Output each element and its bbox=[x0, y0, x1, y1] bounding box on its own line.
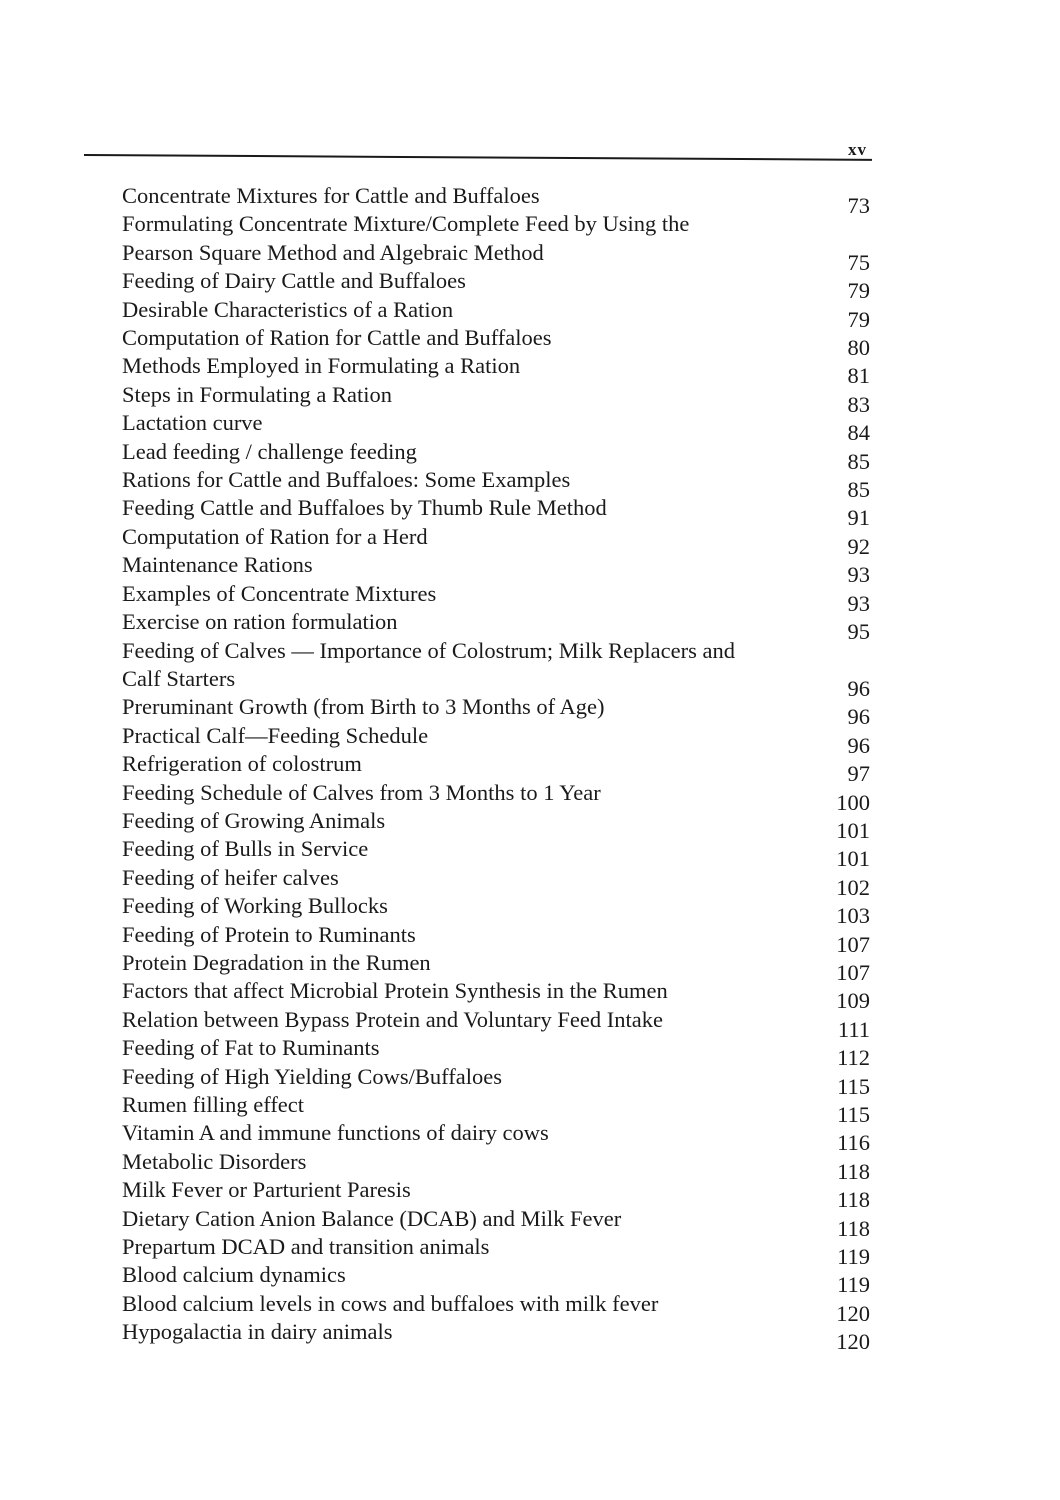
toc-entry-title: Rations for Cattle and Buffaloes: Some Examples bbox=[122, 467, 571, 493]
toc-entry bbox=[122, 750, 872, 787]
toc-entry bbox=[122, 1063, 872, 1099]
toc-entry bbox=[122, 1034, 872, 1071]
toc-entry bbox=[122, 267, 872, 304]
toc-entry-page: 83 bbox=[847, 391, 870, 417]
table-of-contents bbox=[122, 182, 872, 1355]
toc-entry-title: Metabolic Disorders bbox=[122, 1148, 307, 1174]
toc-entry bbox=[122, 949, 872, 985]
toc-entry bbox=[122, 1119, 872, 1156]
toc-entry bbox=[122, 409, 872, 446]
toc-entry bbox=[122, 296, 872, 332]
toc-entry-page: 116 bbox=[837, 1130, 870, 1156]
toc-entry bbox=[122, 466, 872, 503]
toc-entry bbox=[122, 1233, 872, 1270]
toc-entry-title: Maintenance Rations bbox=[122, 552, 313, 578]
toc-entry-page: 96 bbox=[847, 704, 870, 730]
toc-entry-title: Milk Fever or Parturient Paresis bbox=[122, 1177, 411, 1203]
toc-entry-page: 95 bbox=[847, 619, 870, 645]
toc-entry-page: 92 bbox=[847, 533, 870, 559]
toc-entry-title: Vitamin A and immune functions of dairy cows bbox=[122, 1120, 549, 1146]
toc-entry-title: Feeding of High Yielding Cows/Buffaloes bbox=[122, 1063, 502, 1089]
toc-entry-page: 120 bbox=[836, 1329, 870, 1355]
toc-entry-title: Feeding of Growing Animals bbox=[122, 807, 386, 833]
toc-entry-page: 119 bbox=[837, 1244, 870, 1270]
toc-entry-title: Refrigeration of colostrum bbox=[122, 751, 362, 777]
toc-entry-page: 118 bbox=[837, 1158, 870, 1184]
toc-entry-title: Feeding Cattle and Buffaloes by Thumb Rule Method bbox=[122, 495, 607, 521]
toc-entry-page: 96 bbox=[847, 732, 870, 758]
toc-entry bbox=[122, 1205, 872, 1241]
toc-entry-page: 73 bbox=[847, 193, 870, 218]
toc-entry-page: 103 bbox=[836, 903, 870, 929]
toc-entry-page: 80 bbox=[847, 335, 870, 361]
toc-entry bbox=[122, 1261, 872, 1298]
toc-entry bbox=[122, 1290, 872, 1326]
toc-entry-title: Feeding Schedule of Calves from 3 Months to 1 Year bbox=[122, 779, 601, 805]
toc-entry-page: 91 bbox=[847, 505, 870, 531]
toc-entry-page: 120 bbox=[836, 1300, 870, 1326]
toc-entry bbox=[122, 182, 872, 218]
toc-entry-title: Feeding of Dairy Cattle and Buffaloes bbox=[122, 268, 466, 294]
toc-entry-title: Dietary Cation Anion Balance (DCAB) and Milk Fever bbox=[122, 1205, 622, 1231]
toc-entry-page: 96 bbox=[847, 675, 870, 701]
toc-entry bbox=[122, 381, 872, 417]
toc-entry bbox=[122, 892, 872, 929]
toc-entry-title: Blood calcium dynamics bbox=[122, 1262, 346, 1288]
toc-entry bbox=[122, 921, 872, 957]
toc-entry-page: 93 bbox=[847, 590, 870, 616]
page-number: xv bbox=[848, 140, 867, 159]
toc-entry bbox=[122, 580, 872, 616]
header-rule bbox=[84, 154, 872, 161]
toc-entry-title: Formulating Concentrate Mixture/Complete Feed by Using the Pearson Square Method and Algebraic Method bbox=[122, 211, 690, 265]
toc-entry bbox=[122, 494, 872, 531]
toc-entry bbox=[122, 210, 872, 275]
toc-entry-title: Feeding of heifer calves bbox=[122, 864, 339, 890]
toc-entry-page: 112 bbox=[837, 1045, 870, 1071]
toc-entry-page: 107 bbox=[836, 931, 870, 957]
toc-entry-title: Preruminant Growth (from Birth to 3 Months of Age) bbox=[122, 694, 605, 720]
toc-entry-page: 84 bbox=[847, 420, 870, 446]
toc-entry-page: 119 bbox=[837, 1272, 870, 1298]
toc-entry bbox=[122, 1318, 872, 1355]
toc-entry-page: 101 bbox=[836, 846, 870, 872]
toc-entry bbox=[122, 722, 872, 758]
toc-entry-title: Feeding of Protein to Ruminants bbox=[122, 921, 416, 947]
toc-entry-title: Lead feeding / challenge feeding bbox=[122, 438, 417, 464]
toc-entry bbox=[122, 637, 872, 701]
toc-entry-page: 101 bbox=[836, 817, 870, 843]
toc-entry-page: 97 bbox=[847, 761, 870, 787]
toc-entry bbox=[122, 608, 872, 645]
toc-entry-title: Examples of Concentrate Mixtures bbox=[122, 580, 437, 606]
toc-entry bbox=[122, 1006, 872, 1042]
toc-entry-title: Feeding of Fat to Ruminants bbox=[122, 1035, 380, 1061]
toc-entry-title: Exercise on ration formulation bbox=[122, 609, 398, 635]
toc-entry-page: 75 bbox=[847, 249, 870, 275]
toc-entry-page: 85 bbox=[847, 477, 870, 503]
toc-entry bbox=[122, 693, 872, 730]
toc-entry-page: 79 bbox=[847, 306, 870, 332]
toc-entry-page: 93 bbox=[847, 562, 870, 588]
toc-entry-title: Steps in Formulating a Ration bbox=[122, 381, 392, 407]
toc-entry bbox=[122, 864, 872, 900]
toc-entry-title: Protein Degradation in the Rumen bbox=[122, 949, 431, 975]
toc-entry-title: Feeding of Bulls in Service bbox=[122, 836, 369, 862]
toc-entry-page: 118 bbox=[837, 1187, 870, 1213]
toc-entry bbox=[122, 977, 872, 1014]
toc-entry-page: 81 bbox=[847, 363, 870, 389]
toc-entry-page: 118 bbox=[837, 1215, 870, 1241]
toc-entry-page: 107 bbox=[836, 959, 870, 985]
toc-entry-title: Desirable Characteristics of a Ration bbox=[122, 296, 454, 322]
toc-entry bbox=[122, 1148, 872, 1184]
toc-entry-title: Prepartum DCAD and transition animals bbox=[122, 1234, 490, 1260]
toc-entry-page: 109 bbox=[836, 988, 870, 1014]
toc-entry bbox=[122, 1091, 872, 1127]
toc-entry bbox=[122, 779, 872, 815]
toc-entry-title: Rumen filling effect bbox=[122, 1092, 305, 1117]
toc-entry-title: Feeding of Calves — Importance of Colostrum; Milk Replacers and Calf Starters bbox=[122, 637, 735, 691]
toc-entry bbox=[122, 835, 872, 872]
toc-entry-title: Factors that affect Microbial Protein Synthesis in the Rumen bbox=[122, 978, 668, 1004]
toc-entry-title: Methods Employed in Formulating a Ration bbox=[122, 353, 521, 379]
toc-entry bbox=[122, 551, 872, 588]
toc-entry-title: Blood calcium levels in cows and buffaloes with milk fever bbox=[122, 1290, 659, 1316]
toc-entry-page: 100 bbox=[836, 789, 870, 815]
toc-entry-page: 115 bbox=[837, 1073, 870, 1099]
toc-entry-title: Concentrate Mixtures for Cattle and Buffaloes bbox=[122, 183, 540, 208]
toc-entry-title: Computation of Ration for a Herd bbox=[122, 523, 428, 549]
toc-entry-page: 102 bbox=[836, 874, 870, 900]
toc-entry bbox=[122, 352, 872, 389]
toc-entry-page: 85 bbox=[847, 448, 870, 474]
toc-entry-title: Relation between Bypass Protein and Voluntary Feed Intake bbox=[122, 1006, 663, 1032]
toc-entry-page: 79 bbox=[847, 278, 870, 304]
toc-entry-title: Lactation curve bbox=[122, 410, 263, 436]
toc-entry bbox=[122, 807, 872, 843]
toc-entry-title: Feeding of Working Bullocks bbox=[122, 893, 388, 919]
toc-entry-title: Practical Calf—Feeding Schedule bbox=[122, 722, 429, 748]
toc-entry bbox=[122, 438, 872, 474]
toc-entry-title: Computation of Ration for Cattle and Buffaloes bbox=[122, 325, 552, 351]
toc-entry bbox=[122, 523, 872, 559]
toc-entry bbox=[122, 1176, 872, 1213]
toc-entry-page: 115 bbox=[837, 1102, 870, 1127]
toc-entry-title: Hypogalactia in dairy animals bbox=[122, 1319, 393, 1345]
toc-entry bbox=[122, 324, 872, 361]
toc-entry-page: 111 bbox=[837, 1016, 870, 1042]
